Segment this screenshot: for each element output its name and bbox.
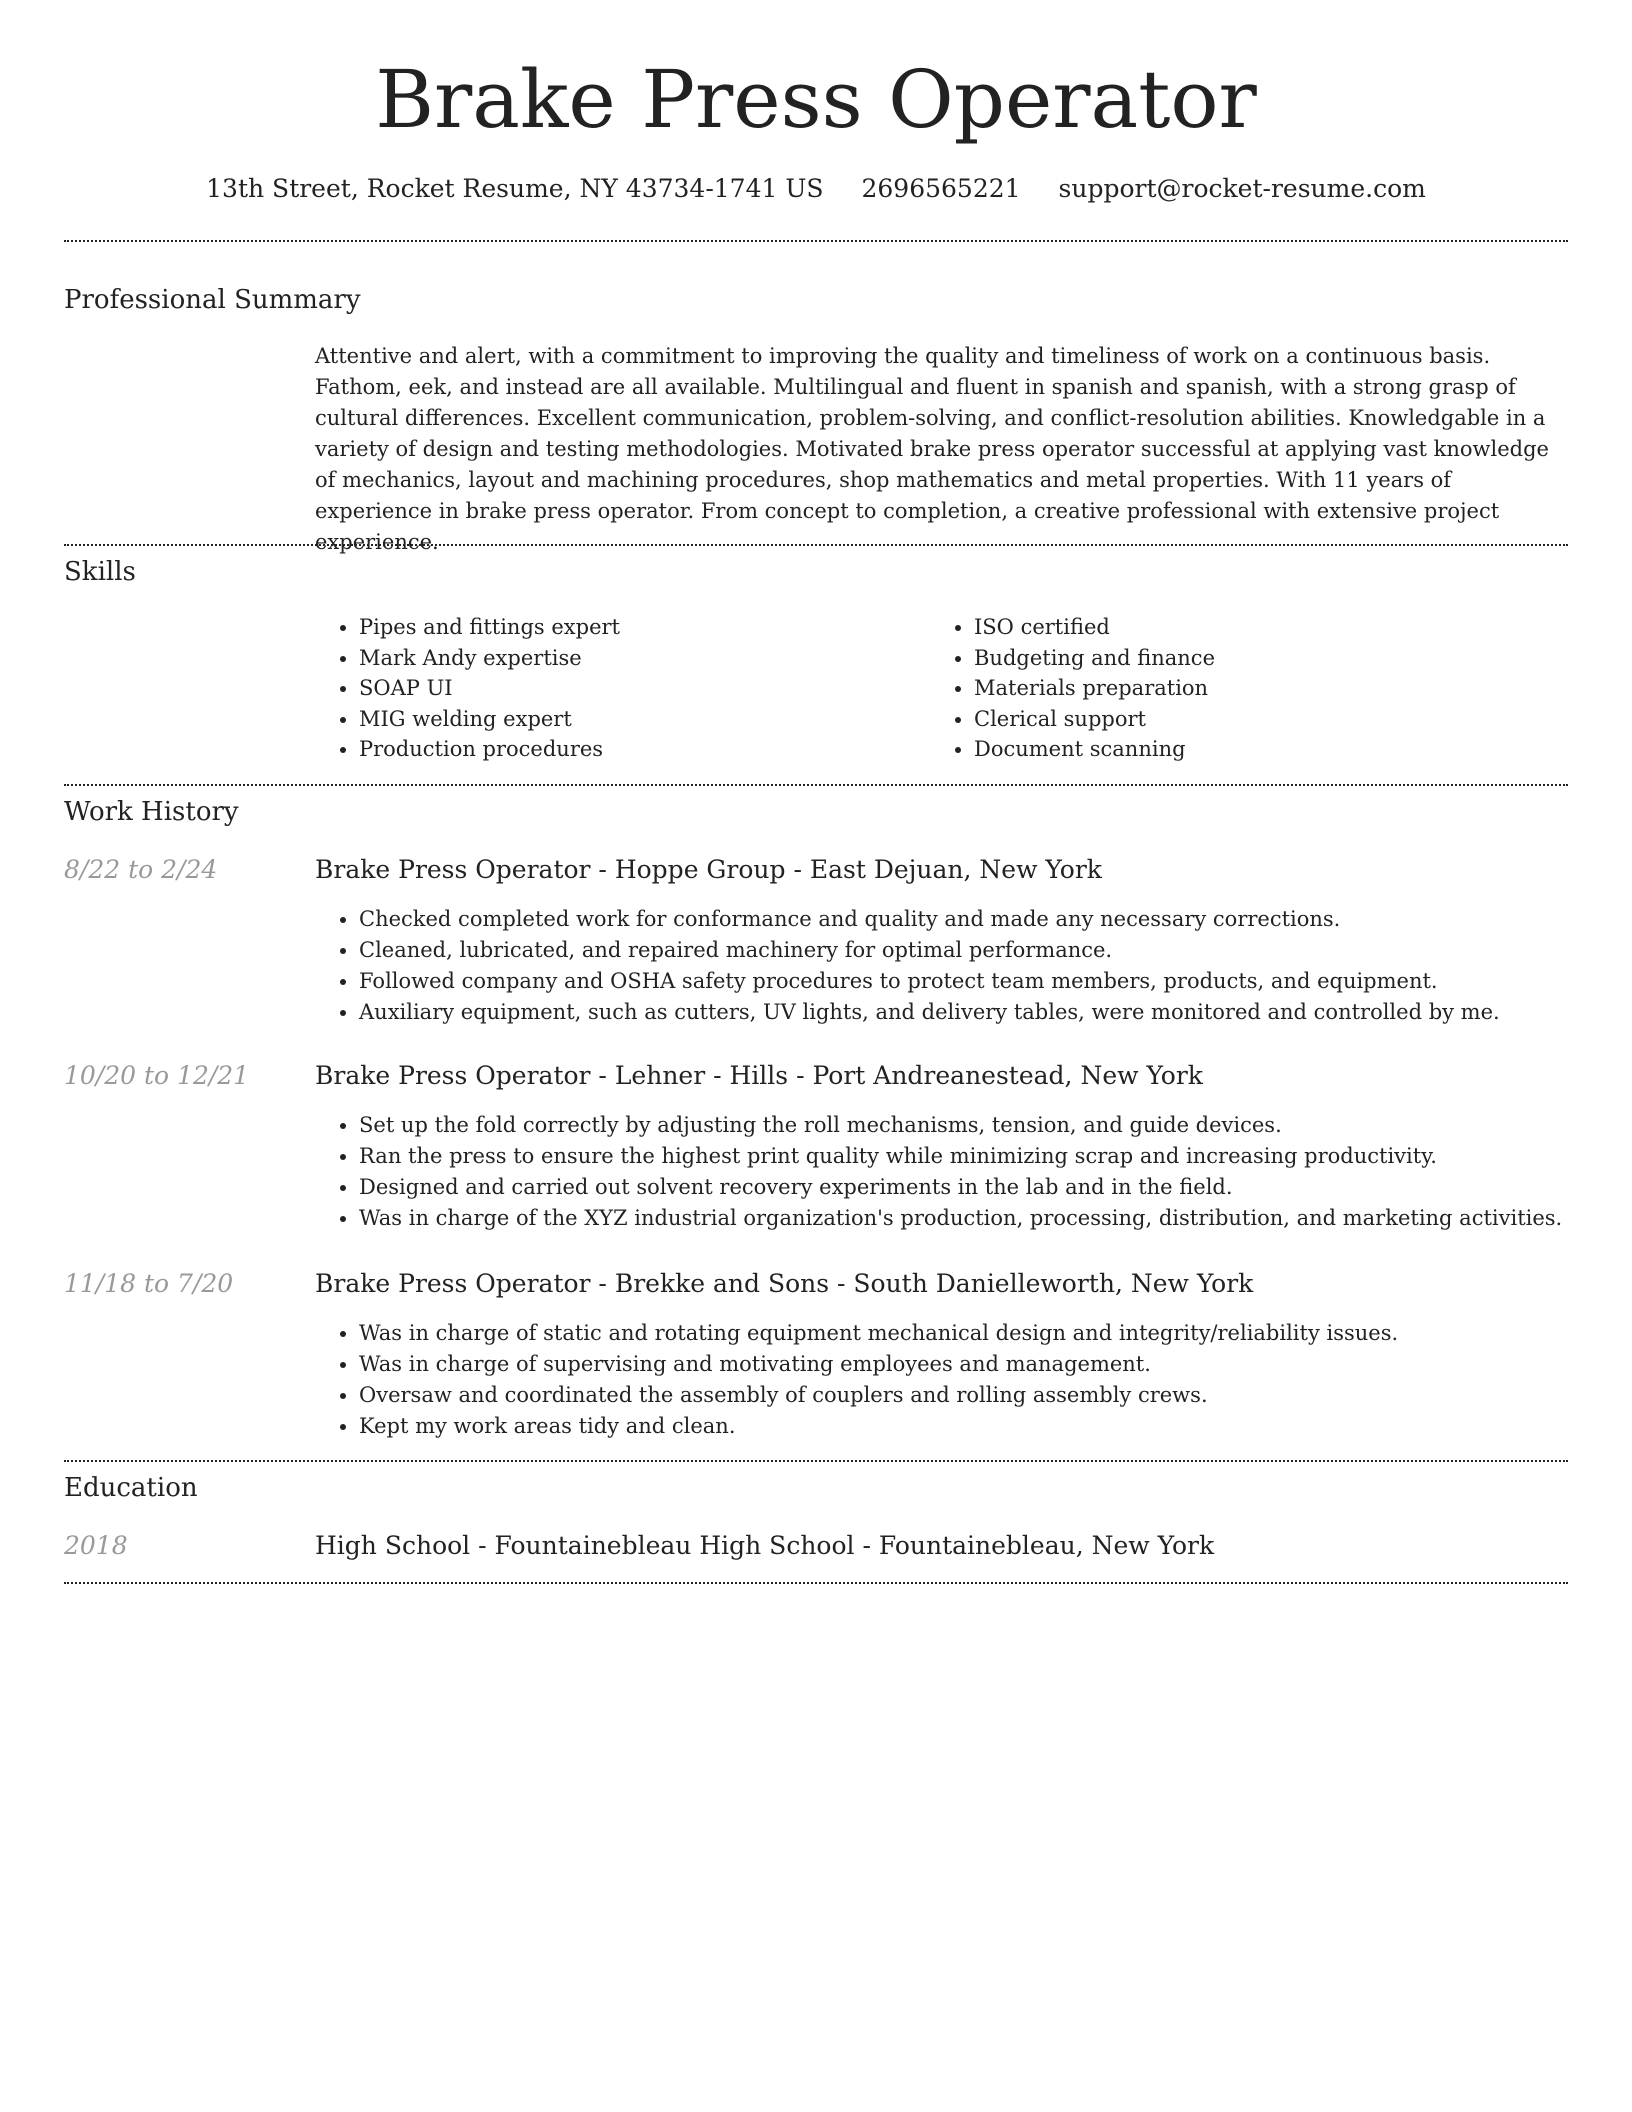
job-bullets xyxy=(315,904,1568,1028)
job-dates: 11/18 to 7/20 xyxy=(64,1269,234,1298)
address: 13th Street, Rocket Resume, NY 43734-1741 US xyxy=(206,174,824,203)
skill-item: • Production procedures xyxy=(359,734,919,765)
skills-list-left xyxy=(315,612,919,765)
section-title-education: Education xyxy=(64,1473,198,1503)
phone: 2696565221 xyxy=(861,174,1021,203)
divider xyxy=(64,240,1568,242)
job-heading: Brake Press Operator - Brekke and Sons - South Danielleworth, New York xyxy=(315,1269,1254,1298)
skill-item: • SOAP UI xyxy=(359,673,919,704)
section-title-work: Work History xyxy=(64,797,239,827)
divider xyxy=(64,544,1568,546)
skill-item: • ISO certified xyxy=(974,612,1534,643)
job-bullet: • Oversaw and coordinated the assembly of couplers and rolling assembly crews. xyxy=(359,1380,1568,1411)
education-heading: High School - Fountainebleau High School - Fountainebleau, New York xyxy=(315,1531,1215,1560)
email: support@rocket-resume.com xyxy=(1058,174,1426,203)
job-bullet: • Checked completed work for conformance and quality and made any necessary corrections. xyxy=(359,904,1568,935)
section-title-skills: Skills xyxy=(64,557,136,587)
skill-item: • Mark Andy expertise xyxy=(359,643,919,674)
job-bullet: • Set up the fold correctly by adjusting the roll mechanisms, tension, and guide devices. xyxy=(359,1110,1568,1141)
skill-item: • Budgeting and finance xyxy=(974,643,1534,674)
divider xyxy=(64,1460,1568,1462)
job-bullets xyxy=(315,1110,1568,1234)
contact-line xyxy=(64,170,1568,208)
divider xyxy=(64,1582,1568,1584)
section-title-summary: Professional Summary xyxy=(64,285,361,315)
job-heading: Brake Press Operator - Hoppe Group - East Dejuan, New York xyxy=(315,855,1102,884)
divider xyxy=(64,784,1568,786)
skills-list-right xyxy=(930,612,1534,765)
education-year: 2018 xyxy=(64,1531,128,1560)
skill-item: • Materials preparation xyxy=(974,673,1534,704)
job-dates: 8/22 to 2/24 xyxy=(64,855,218,884)
summary-text: Attentive and alert, with a commitment to improving the quality and timeliness of work on a continuous basis. Fathom, eek, and instead are all available. Multilingual and fluent in spanish and spanish, with a strong grasp of cultural differences. Excellent communication, problem-solving, and conflict-resolution abilities. Knowledgable in a variety of design and testing methodologies. Motivated brake press operator successful at applying vast knowledge of mechanics, layout and machining procedures, shop mathematics and metal properties. With 11 years of experience in brake press operator. From concept to completion, a creative professional with extensive project experience. xyxy=(315,344,1549,554)
candidate-name: Brake Press Operator xyxy=(375,53,1257,146)
skill-item: • Clerical support xyxy=(974,704,1534,735)
job-bullet: • Was in charge of the XYZ industrial organization's production, processing, distribution, and marketing activities. xyxy=(359,1203,1568,1234)
job-heading: Brake Press Operator - Lehner - Hills - Port Andreanestead, New York xyxy=(315,1061,1203,1090)
skill-item: • Document scanning xyxy=(974,734,1534,765)
job-bullet: • Designed and carried out solvent recovery experiments in the lab and in the field. xyxy=(359,1172,1568,1203)
job-bullets xyxy=(315,1318,1568,1442)
job-bullet: • Ran the press to ensure the highest print quality while minimizing scrap and increasing productivity. xyxy=(359,1141,1568,1172)
job-bullet: • Cleaned, lubricated, and repaired machinery for optimal performance. xyxy=(359,935,1568,966)
job-bullet: • Kept my work areas tidy and clean. xyxy=(359,1411,1568,1442)
job-bullet: • Was in charge of static and rotating equipment mechanical design and integrity/reliability issues. xyxy=(359,1318,1568,1349)
skill-item: • Pipes and fittings expert xyxy=(359,612,919,643)
job-bullet: • Auxiliary equipment, such as cutters, UV lights, and delivery tables, were monitored and controlled by me. xyxy=(359,997,1568,1028)
job-bullet: • Followed company and OSHA safety procedures to protect team members, products, and equipment. xyxy=(359,966,1568,997)
job-dates: 10/20 to 12/21 xyxy=(64,1061,250,1090)
skill-item: • MIG welding expert xyxy=(359,704,919,735)
job-bullet: • Was in charge of supervising and motivating employees and management. xyxy=(359,1349,1568,1380)
